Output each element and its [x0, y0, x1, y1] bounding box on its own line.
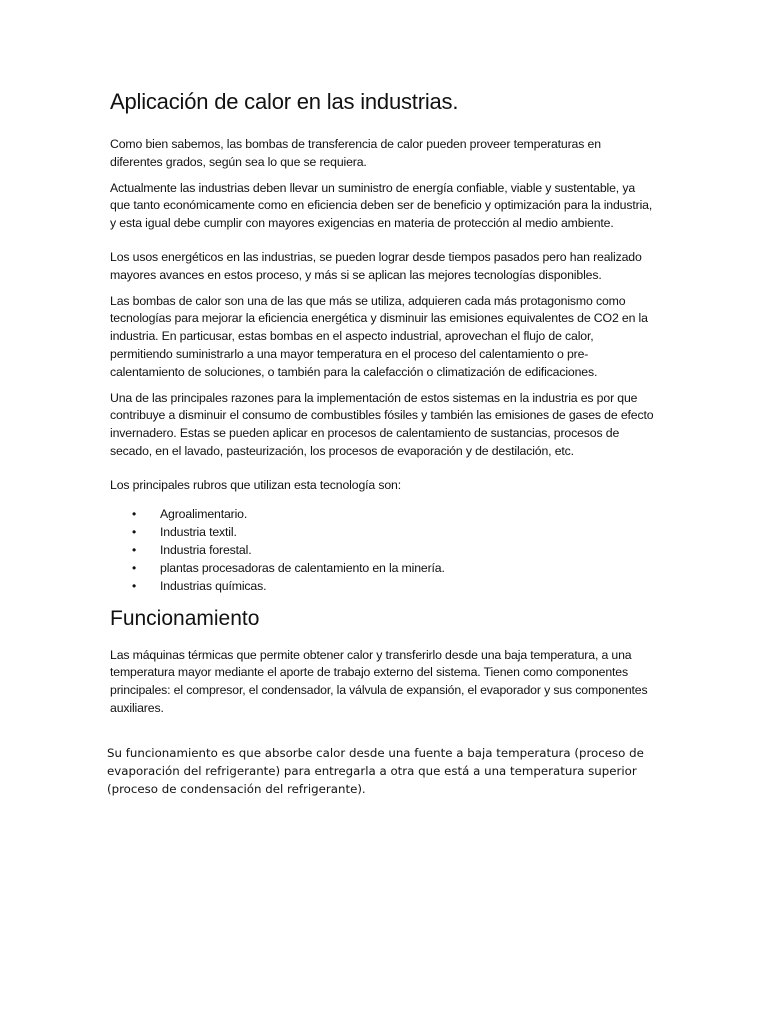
list-item-text: Industria textil.	[160, 524, 237, 539]
intro-paragraph: Las bombas de calor son una de las que más se utiliza, adquieren cada más protagonismo como tecnologías para mejorar la eficiencia energética y disminuir las emisiones equivalentes de CO2 en la industria. En particusar, estas bombas en el aspecto industrial, aprovechan el flujo de calor, permitiendo suministrarlo a una mayor temperatura en el proceso del calentamiento o pre-calentamiento de soluciones, o también para la calefacción o climatización de edificaciones.	[110, 293, 648, 379]
list-item-text: Industrias químicas.	[160, 578, 267, 593]
intro-paragraph: Los usos energéticos en las industrias, se pueden lograr desde tiempos pasados pero han realizado mayores avances en estos proceso, y más si se aplican las mejores tecnologías disponibles.	[110, 249, 642, 282]
bullet-icon: •	[132, 542, 137, 557]
section-paragraph: Las máquinas térmicas que permite obtener calor y transferirlo desde una baja temperatura, a una temperatura mayor mediante el aporte de trabajo externo del sistema. Tienen como componentes principales: el compresor, el condensador, la válvula de expansión, el evaporador y sus componentes auxiliares.	[110, 647, 648, 715]
list-intro: Los principales rubros que utilizan esta tecnología son:	[110, 477, 402, 492]
industries-list	[110, 505, 656, 595]
intro-paragraph: Una de las principales razones para la implementación de estos sistemas en la industria es por que contribuye a disminuir el consumo de combustibles fósiles y también las emisiones de gases de efecto invernadero. Estas se pueden aplicar en procesos de calentamiento de sustancias, procesos de secado, en el lavado, pasteurización, los procesos de evaporación y de destilación, etc.	[110, 390, 654, 458]
bullet-icon: •	[132, 578, 137, 593]
document-page	[107, 88, 656, 806]
bullet-icon: •	[132, 506, 137, 521]
list-item	[110, 559, 656, 577]
list-item	[110, 523, 656, 541]
list-item	[110, 505, 656, 523]
bullet-icon: •	[132, 560, 137, 575]
list-item-text: Agroalimentario.	[160, 506, 248, 521]
section-heading: Funcionamiento	[110, 606, 260, 630]
list-item	[110, 577, 656, 595]
list-item-text: plantas procesadoras de calentamiento en la minería.	[160, 560, 445, 575]
bullet-icon: •	[132, 524, 137, 539]
section-paragraph: Su funcionamiento es que absorbe calor desde una fuente a baja temperatura (proceso de evaporación del refrigerante) para entregarla a otra que está a una temperatura superior (proceso de condensación del refrigerante).	[107, 745, 644, 796]
intro-paragraph: Como bien sabemos, las bombas de transferencia de calor pueden proveer temperaturas en diferentes grados, según sea lo que se requiera.	[110, 137, 601, 169]
list-item	[110, 541, 656, 559]
list-item-text: Industria forestal.	[160, 542, 252, 557]
intro-paragraph: Actualmente las industrias deben llevar un suministro de energía confiable, viable y sustentable, ya que tanto económicamente como en eficiencia deben ser de beneficio y optimización para la industria, y esta igual debe cumplir con mayores exigencias en materia de protección al medio ambiente.	[110, 180, 653, 231]
document-title: Aplicación de calor en las industrias.	[110, 89, 459, 114]
